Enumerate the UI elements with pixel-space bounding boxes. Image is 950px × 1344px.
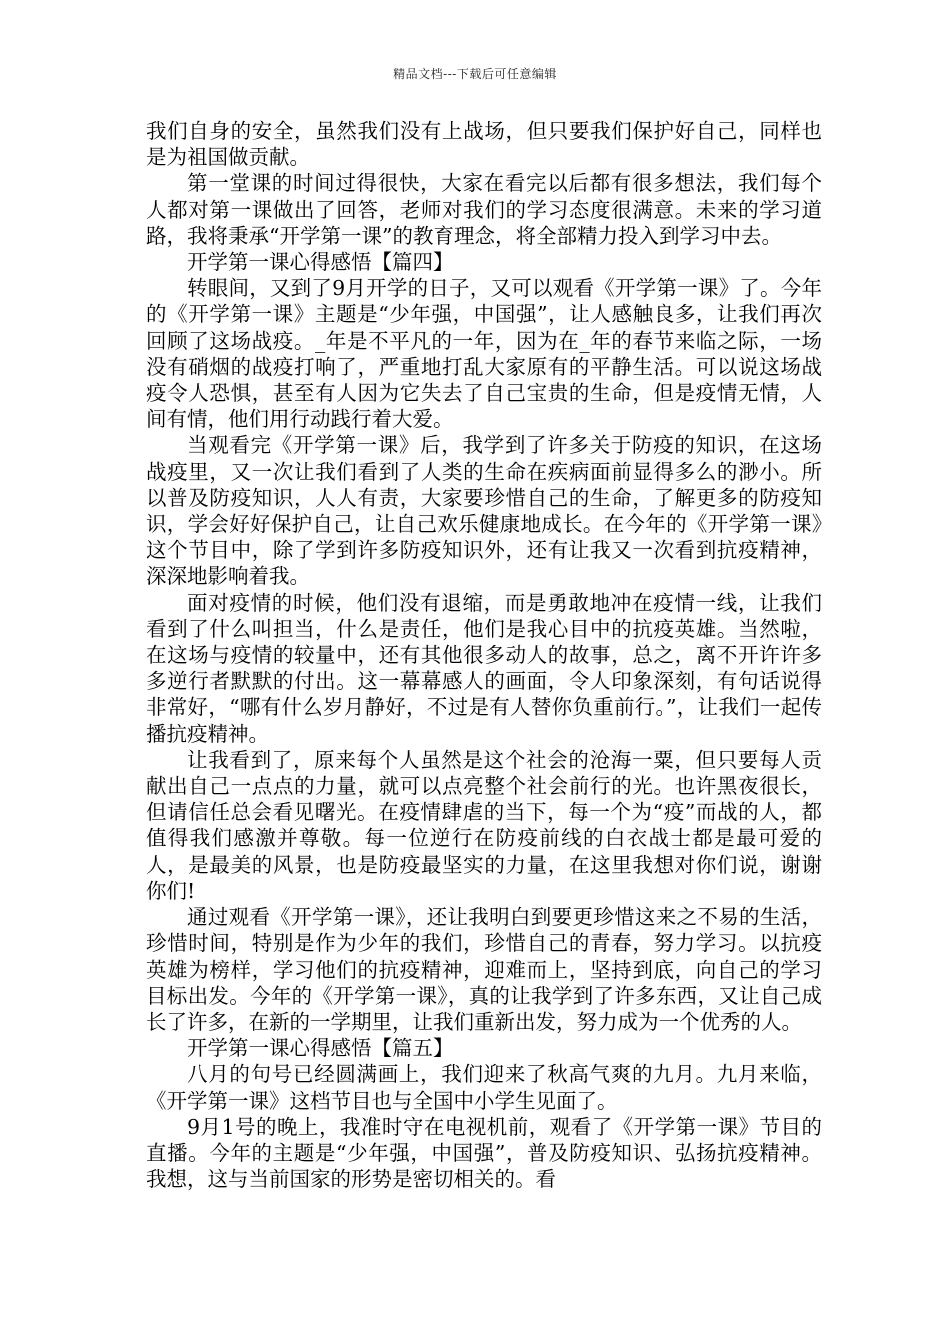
section-heading: 开学第一课心得感悟【篇四】: [187, 250, 454, 275]
paragraph: 9月1号的晚上，我准时守在电视机前，观看了《开学第一课》节目的直播。今年的主题是“少年强，中国强”，普及防疫知识、弘扬抗疫精神。我想，这与当前国家的形势是密切相关的。看: [146, 1114, 822, 1192]
paragraph: 面对疫情的时候，他们没有退缩，而是勇敢地冲在疫情一线，让我们看到了什么叫担当，什么是责任，他们是我心目中的抗疫英雄。当然啦，在这场与疫情的较量中，还有其他很多动人的故事，总之，离不开许许多多逆行者默默的付出。这一幕幕感人的画面，令人印象深刻，有句话说得非常好，“哪有什么岁月静好，不过是有人替你负重前行。”，让我们一起传播抗疫精神。: [146, 590, 822, 746]
page-header: 精品文档---下载后可任意编辑: [393, 67, 557, 81]
paragraph: 我们自身的安全，虽然我们没有上战场，但只要我们保护好自己，同样也是为祖国做贡献。: [146, 119, 822, 170]
document-body: [146, 118, 822, 1192]
paragraph: 让我看到了，原来每个人虽然是这个社会的沧海一粟，但只要每人贡献出自己一点点的力量，就可以点亮整个社会前行的光。也许黑夜很长，但请信任总会看见曙光。在疫情肆虐的当下，每一个为“疫”而战的人，都值得我们感激并尊敬。每一位逆行在防疫前线的白衣战士都是最可爱的人，是最美的风景，也是防疫最坚实的力量，在这里我想对你们说，谢谢你们!: [146, 747, 822, 903]
paragraph: 通过观看《开学第一课》，还让我明白到要更珍惜这来之不易的生活，珍惜时间，特别是作为少年的我们，珍惜自己的青春，努力学习。以抗疫英雄为榜样，学习他们的抗疫精神，迎难而上，坚持到底，向自己的学习目标出发。今年的《开学第一课》，真的让我学到了许多东西，又让自己成长了许多，在新的一学期里，让我们重新出发，努力成为一个优秀的人。: [146, 905, 822, 1034]
paragraph: 八月的句号已经圆满画上，我们迎来了秋高气爽的九月。九月来临，《开学第一课》这档节目也与全国中小学生见面了。: [146, 1062, 822, 1113]
paragraph: 转眼间，又到了9月开学的日子，又可以观看《开学第一课》了。今年的《开学第一课》主题是“少年强，中国强”，让人感触良多，让我们再次回顾了这场战疫。_年是不平凡的一年，因为在_年的春节来临之际，一场没有硝烟的战疫打响了，严重地打乱大家原有的平静生活。可以说这场战疫令人恐惧，甚至有人因为它失去了自己宝贵的生命，但是疫情无情，人间有情，他们用行动践行着大爱。: [146, 276, 822, 432]
paragraph: 当观看完《开学第一课》后，我学到了许多关于防疫的知识，在这场战疫里，又一次让我们看到了人类的生命在疾病面前显得多么的渺小。所以普及防疫知识，人人有责，大家要珍惜自己的生命，了解更多的防疫知识，学会好好保护自己，让自己欢乐健康地成长。在今年的《开学第一课》这个节目中，除了学到许多防疫知识外，还有让我又一次看到抗疫精神，深深地影响着我。: [146, 433, 822, 589]
section-heading: 开学第一课心得感悟【篇五】: [187, 1036, 454, 1061]
paragraph: 第一堂课的时间过得很快，大家在看完以后都有很多想法，我们每个人都对第一课做出了回答，老师对我们的学习态度很满意。未来的学习道路，我将秉承“开学第一课”的教育理念，将全部精力投入到学习中去。: [146, 171, 822, 248]
